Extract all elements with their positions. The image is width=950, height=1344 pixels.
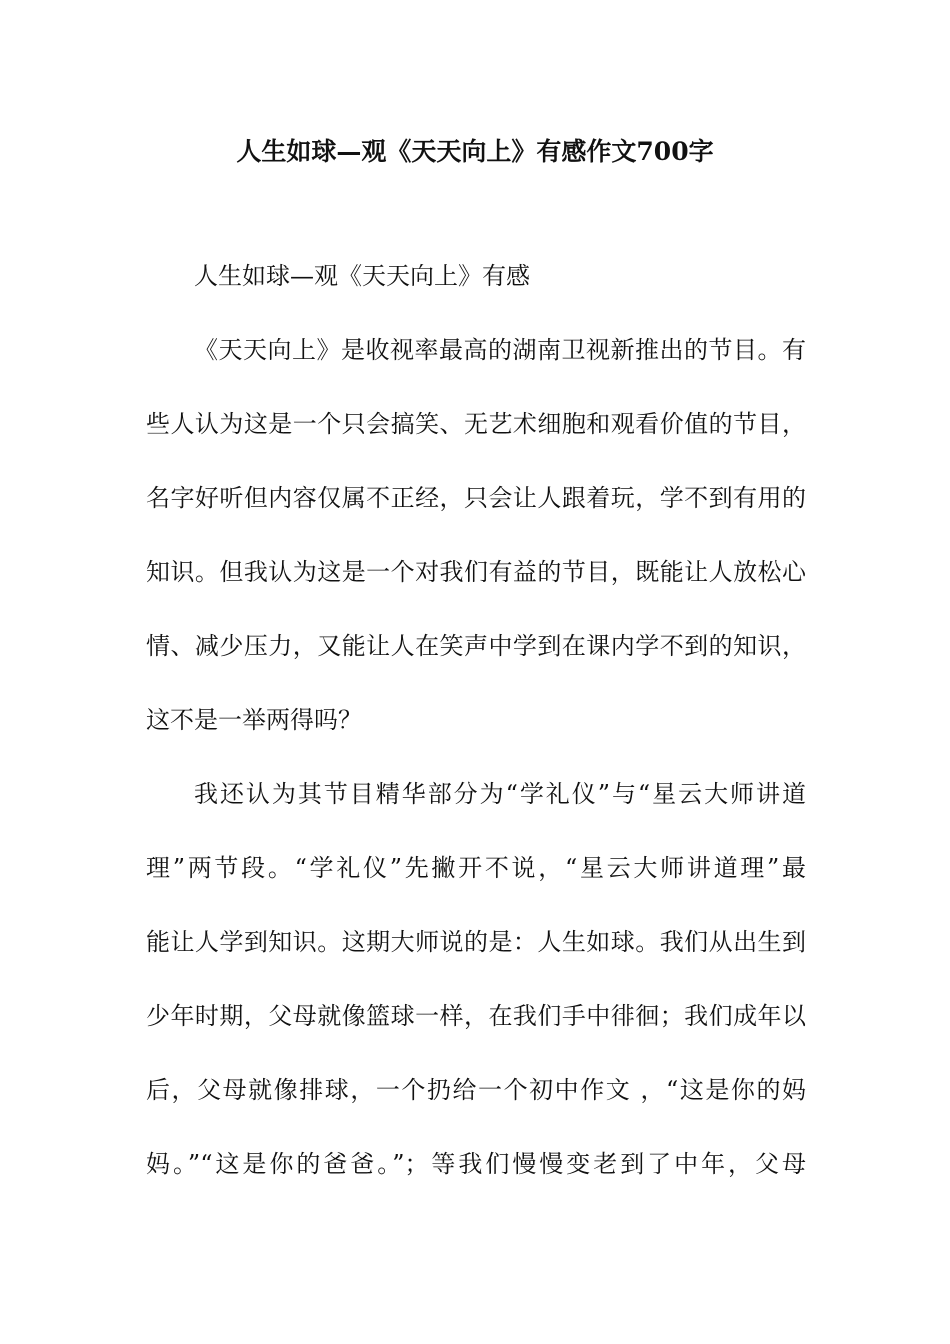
paragraph-opinion: [146, 770, 806, 1214]
paragraph-intro: [146, 326, 806, 770]
document-body: [146, 252, 806, 1214]
text-line: 《天天向上》是收视率最高的湖南卫视新推出的节目。有: [194, 336, 806, 364]
text-line: 名字好听但内容仅属不正经，只会让人跟着玩，学不到有用的: [146, 484, 806, 512]
text-line: 情、减少压力，又能让人在笑声中学到在课内学不到的知识，: [146, 632, 806, 660]
text-line: 这不是一举两得吗？: [146, 706, 362, 734]
text-line: 后，父母就像排球，一个扔给一个初中作文 ，“这是你的妈: [146, 1076, 806, 1104]
text-line: 少年时期，父母就像篮球一样，在我们手中徘徊；我们成年以: [146, 1002, 806, 1030]
text-line: 能让人学到知识。这期大师说的是：人生如球。我们从出生到: [146, 928, 806, 956]
text-line: 理”两节段。“学礼仪”先撇开不说，“星云大师讲道理”最: [146, 854, 806, 882]
paragraph-subtitle: [146, 252, 806, 326]
document-title: 人生如球—观《天天向上》有感作文700字: [236, 137, 714, 166]
text-line: 知识。但我认为这是一个对我们有益的节目，既能让人放松心: [146, 558, 806, 586]
text-line: 妈。”“这是你的爸爸。”；等我们慢慢变老到了中年，父母: [146, 1150, 806, 1178]
text-line: 我还认为其节目精华部分为“学礼仪”与“星云大师讲道: [194, 780, 806, 808]
text-line: 些人认为这是一个只会搞笑、无艺术细胞和观看价值的节目，: [146, 410, 806, 438]
text-line: 人生如球—观《天天向上》有感: [194, 262, 530, 290]
